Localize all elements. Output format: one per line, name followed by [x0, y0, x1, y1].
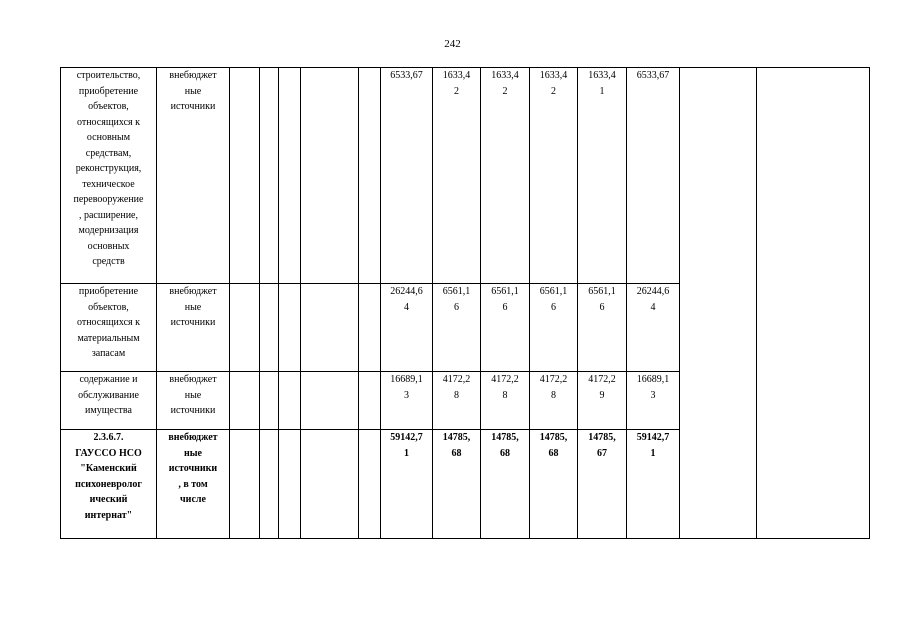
row-category: приобретение объектов, относящихся к материальным запасам — [61, 284, 157, 372]
empty-cell — [279, 284, 301, 372]
value-year-4: 14785, 67 — [578, 430, 627, 539]
empty-cell — [279, 68, 301, 284]
value-year-2: 14785, 68 — [481, 430, 530, 539]
value-total: 26244,6 4 — [381, 284, 433, 372]
empty-cell — [359, 68, 381, 284]
value-total-repeat: 16689,1 3 — [627, 372, 680, 430]
row-source: внебюджет ные источники — [157, 284, 230, 372]
value-total-repeat: 59142,7 1 — [627, 430, 680, 539]
value-year-4: 1633,4 1 — [578, 68, 627, 284]
empty-cell — [359, 430, 381, 539]
value-year-2: 1633,4 2 — [481, 68, 530, 284]
empty-cell — [279, 372, 301, 430]
value-year-1: 4172,2 8 — [433, 372, 481, 430]
value-year-4: 6561,1 6 — [578, 284, 627, 372]
row-category: содержание и обслуживание имущества — [61, 372, 157, 430]
value-year-3: 6561,1 6 — [530, 284, 578, 372]
value-year-3: 14785, 68 — [530, 430, 578, 539]
value-total-repeat: 26244,6 4 — [627, 284, 680, 372]
value-year-2: 6561,1 6 — [481, 284, 530, 372]
value-year-2: 4172,2 8 — [481, 372, 530, 430]
empty-cell — [359, 284, 381, 372]
empty-cell — [301, 68, 359, 284]
empty-cell — [260, 68, 279, 284]
row-category: 2.3.6.7. ГАУССО НСО "Каменский психоневролог ический интернат" — [61, 430, 157, 539]
row-source: внебюджет ные источники , в том числе — [157, 430, 230, 539]
row-category: строительство, приобретение объектов, относящихся к основным средствам, реконструкция, техническое перевооружение , расширение, модернизация основных средств — [61, 68, 157, 284]
value-year-3: 1633,4 2 — [530, 68, 578, 284]
empty-cell — [359, 372, 381, 430]
empty-cell — [260, 430, 279, 539]
value-year-1: 6561,1 6 — [433, 284, 481, 372]
empty-cell — [260, 284, 279, 372]
value-total: 16689,1 3 — [381, 372, 433, 430]
value-total: 6533,67 — [381, 68, 433, 284]
empty-merged-cell — [757, 68, 870, 539]
table-row — [61, 68, 870, 284]
empty-cell — [301, 372, 359, 430]
budget-table — [60, 67, 870, 539]
empty-cell — [230, 372, 260, 430]
empty-cell — [230, 284, 260, 372]
value-year-4: 4172,2 9 — [578, 372, 627, 430]
value-year-1: 1633,4 2 — [433, 68, 481, 284]
empty-cell — [279, 430, 301, 539]
value-year-1: 14785, 68 — [433, 430, 481, 539]
empty-cell — [230, 430, 260, 539]
empty-merged-cell — [680, 68, 757, 539]
row-source: внебюджет ные источники — [157, 372, 230, 430]
empty-cell — [230, 68, 260, 284]
empty-cell — [260, 372, 279, 430]
empty-cell — [301, 430, 359, 539]
page-number: 242 — [444, 38, 461, 50]
row-source: внебюджет ные источники — [157, 68, 230, 284]
empty-cell — [301, 284, 359, 372]
value-year-3: 4172,2 8 — [530, 372, 578, 430]
value-total: 59142,7 1 — [381, 430, 433, 539]
value-total-repeat: 6533,67 — [627, 68, 680, 284]
